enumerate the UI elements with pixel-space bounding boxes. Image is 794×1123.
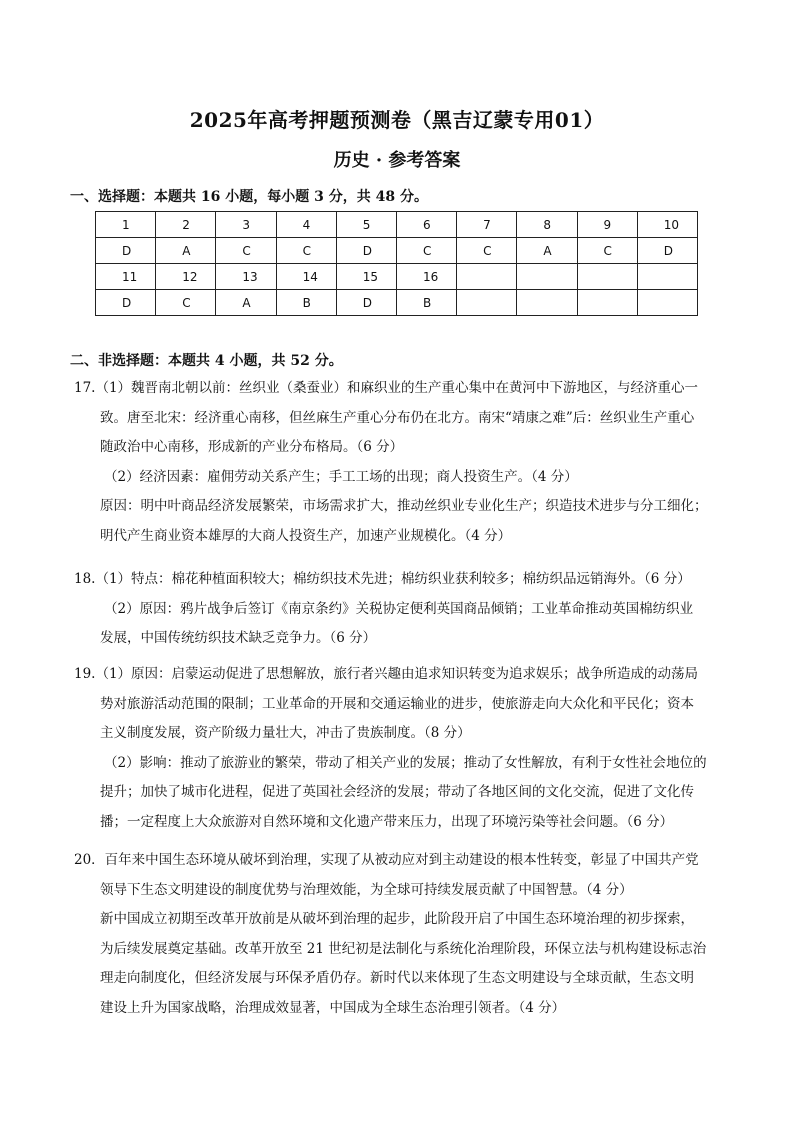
q17-line: 致。唐至北宋：经济重心南移，但丝麻生产重心分布仍在北方。南宋“靖康之难”后：丝织业生产重心 [100,409,695,426]
answer-table-cell: 14 [276,264,336,290]
q18-line: 18.（1）特点：棉花种植面积较大；棉纺织技术先进；棉纺织业获利较多；棉纺织品远销海外。（6 分） [74,571,691,587]
q19-line: 势对旅游活动范围的限制；工业革命的开展和交通运输业的进步，使旅游走向大众化和平民化；资本 [100,695,694,712]
q20-line: 领导下生态文明建设的制度优势与治理效能，为全球可持续发展贡献了中国智慧。（4 分） [100,881,633,898]
answer-table-cell: D [336,238,396,264]
answer-table-cell: 12 [156,264,216,290]
answer-table-cell: D [96,290,156,316]
answer-table-cell: 13 [216,264,276,290]
q20-line: 为后续发展奠定基础。改革开放至 21 世纪初是法制化与系统化治理阶段，环保立法与机构建设标志治 [100,940,707,957]
answer-table-row [96,238,698,264]
section-heading-multiple-choice: 一、选择题：本题共 16 小题，每小题 3 分，共 48 分。 [70,189,428,205]
answer-table-cell [577,290,637,316]
q17-line: 17.（1）魏晋南北朝以前：丝织业（桑蚕业）和麻织业的生产重心集中在黄河中下游地区，与经济重心一 [74,380,699,396]
answer-table-cell: 16 [396,264,456,290]
answer-table-cell: B [396,290,456,316]
answer-table-cell: B [276,290,336,316]
answer-table-cell: 1 [96,212,156,238]
answer-table-cell [517,290,577,316]
question-17-answer [74,374,734,551]
q19-line: 主义制度发展，资产阶级力量壮大，冲击了贵族制度。（8 分） [100,725,471,741]
answer-table-cell: 2 [156,212,216,238]
answer-table-cell: 5 [336,212,396,238]
answer-table-cell: C [396,238,456,264]
answer-table-cell: D [336,290,396,316]
question-19-answer [74,660,734,837]
q20-line: 理走向制度化，但经济发展与环保矛盾仍存。新时代以来体现了生态文明建设与全球贡献，生态文明 [100,970,694,986]
question-20-answer [74,846,734,1023]
answer-table-cell: 7 [457,212,517,238]
answer-table-cell: 11 [96,264,156,290]
answer-table-cell: A [517,238,577,264]
answer-table [95,211,698,316]
answer-table-cell: C [457,238,517,264]
answer-table-cell: 8 [517,212,577,238]
q17-line: 原因：明中叶商品经济发展繁荣，市场需求扩大，推动丝织业专业化生产；织造技术进步与分工细化； [100,498,708,514]
section-heading-non-choice: 二、非选择题：本题共 4 小题，共 52 分。 [70,353,343,369]
answer-table-cell: 6 [396,212,456,238]
answer-table-cell: 3 [216,212,276,238]
answer-table-cell: 10 [637,212,697,238]
q18-line: 发展，中国传统纺织技术缺乏竞争力。（6 分） [100,630,377,646]
q17-line: （2）经济因素：雇佣劳动关系产生；手工工场的出现；商人投资生产。（4 分） [104,468,578,485]
answer-table-cell: A [216,290,276,316]
answer-table-cell: C [276,238,336,264]
q19-line: 播；一定程度上大众旅游对自然环境和文化遗产带来压力，出现了环境污染等社会问题。（6 分） [100,813,674,830]
answer-table-cell: 15 [336,264,396,290]
answer-table-cell [517,264,577,290]
answer-table-cell: 9 [577,212,637,238]
q17-line: 明代产生商业资本雄厚的大商人投资生产，加速产业规模化。（4 分） [100,527,512,544]
q19-line: 19.（1）原因：启蒙运动促进了思想解放，旅行者兴趣由追求知识转变为追求娱乐；战争所造成的动荡局 [74,666,699,682]
answer-table-row [96,290,698,316]
q19-line: （2）影响：推动了旅游业的繁荣，带动了相关产业的发展；推动了女性解放，有利于女性社会地位的 [104,754,707,771]
answer-table-cell: D [96,238,156,264]
q20-line: 新中国成立初期至改革开放前是从破坏到治理的起步，此阶段开启了中国生态环境治理的初步探索， [100,911,694,927]
q20-line: 建设上升为国家战略，治理成效显著，中国成为全球生态治理引领者。（4 分） [100,999,566,1016]
answer-table-cell: D [637,238,697,264]
page-title: 2025年高考押题预测卷（黑吉辽蒙专用01） [189,108,605,132]
page-subtitle: 历史 · 参考答案 [333,150,461,171]
answer-table-cell: A [156,238,216,264]
q18-line: （2）原因：鸦片战争后签订《南京条约》关税协定便利英国商品倾销；工业革命推动英国棉纺织业 [104,600,694,617]
answer-table-cell [577,264,637,290]
q20-line: 20．百年来中国生态环境从破坏到治理，实现了从被动应对到主动建设的根本性转变，彰显了中国共产党 [74,852,699,868]
answer-table-cell: C [156,290,216,316]
answer-table-cell [457,264,517,290]
answer-table-cell [637,290,697,316]
q19-line: 提升；加快了城市化进程，促进了英国社会经济的发展；带动了各地区间的文化交流，促进了文化传 [100,784,694,800]
q17-line: 随政治中心南移，形成新的产业分布格局。（6 分） [100,439,404,455]
answer-table-cell [457,290,517,316]
answer-table-row [96,264,698,290]
question-18-answer [74,565,734,654]
answer-table-cell: C [577,238,637,264]
answer-table-cell [637,264,697,290]
answer-table-row [96,212,698,238]
answer-table-cell: C [216,238,276,264]
answer-table-cell: 4 [276,212,336,238]
